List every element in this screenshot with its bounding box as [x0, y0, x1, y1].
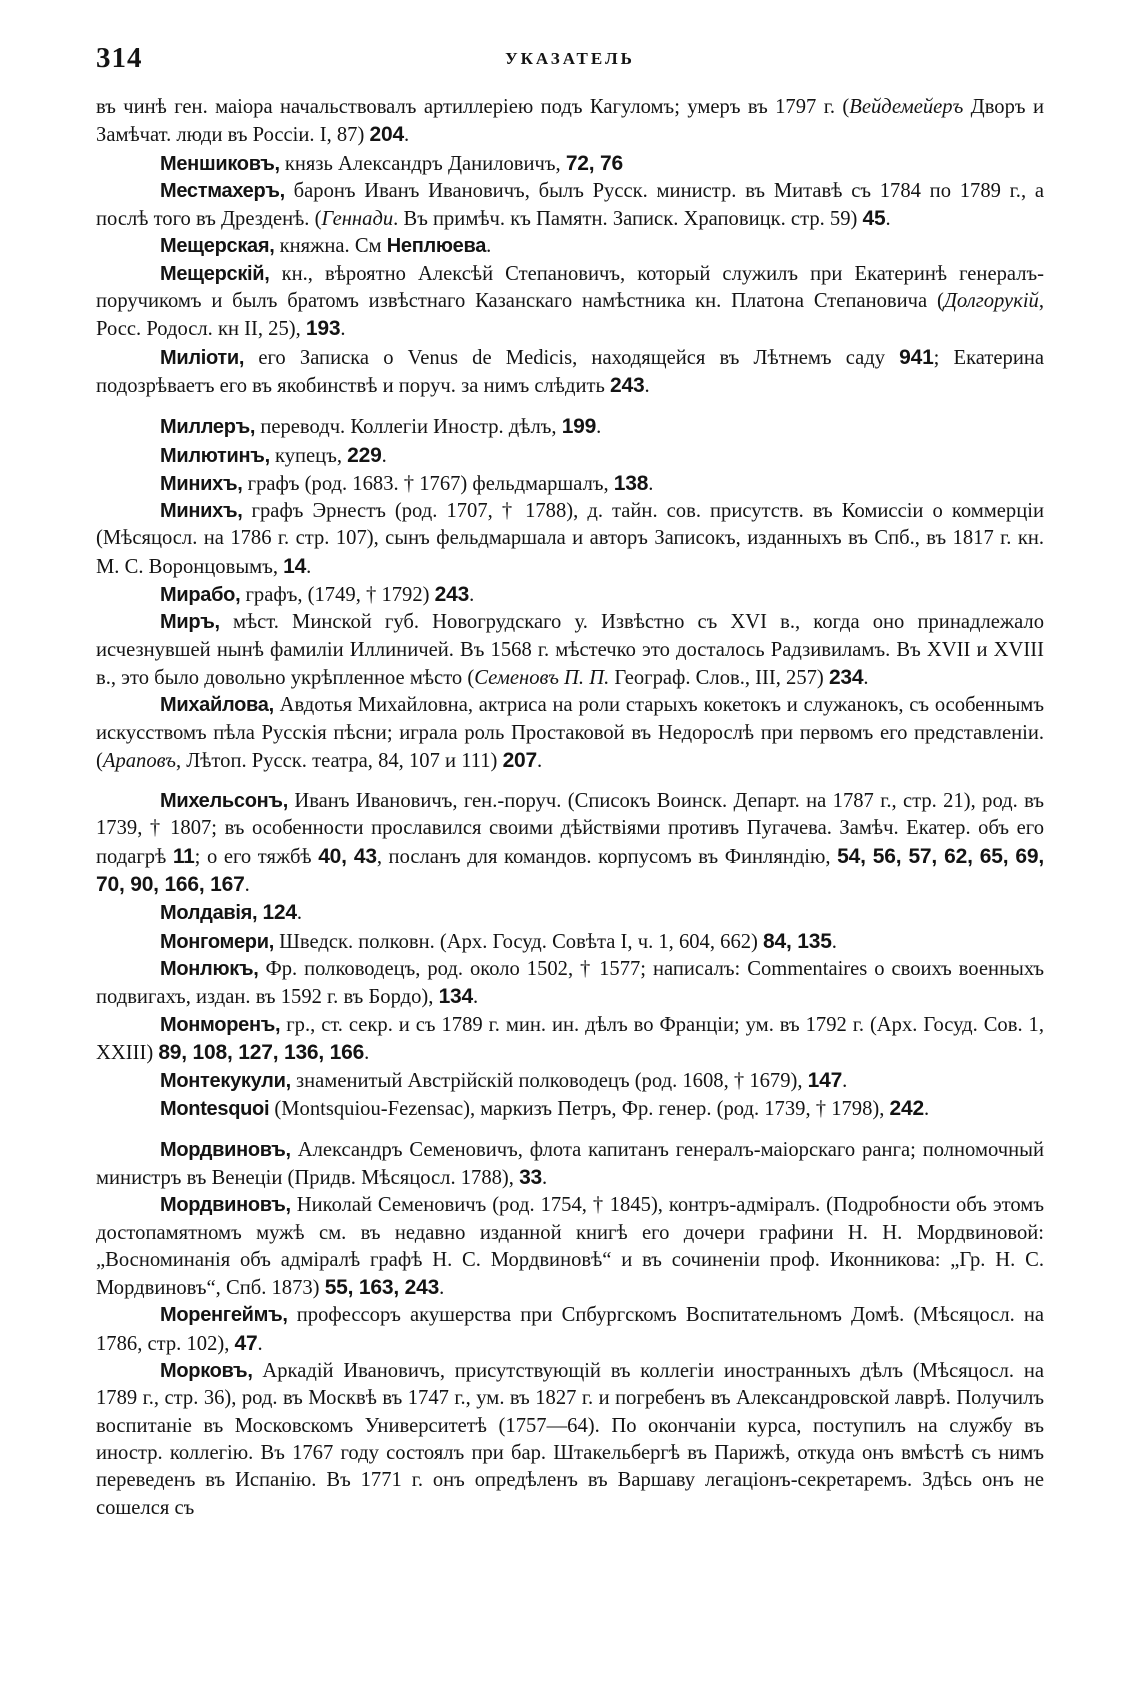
- entry-text: , Росс. Родосл. кн II, 25),: [96, 290, 1044, 341]
- index-entry: [96, 1192, 1044, 1302]
- entry-text: .: [381, 444, 387, 467]
- entry-headword: Мирабо,: [160, 584, 241, 607]
- entry-text: .: [831, 930, 837, 953]
- entry-text: Фр. полководецъ, род. около 1502, † 1577; написалъ: Commentaires о своихъ военныхъ подвигахъ, издан. въ 1592 г. въ Бордо),: [96, 957, 1044, 1009]
- entry-text: профессоръ акушерства при Спбургскомъ Воспитательномъ Домѣ. (Мѣсяцосл. на 1786, стр. 102),: [96, 1304, 1044, 1355]
- index-entry: [96, 261, 1044, 344]
- index-entry: [96, 899, 1044, 927]
- page-reference: 134: [438, 985, 474, 1009]
- entry-headword: Мордвиновъ,: [160, 1138, 291, 1161]
- entry-text: .: [340, 318, 346, 341]
- entry-text: . Въ примѣч. къ Памятн. Записк. Храповицк. стр. 59): [393, 208, 863, 231]
- entry-headword: Михайлова,: [160, 694, 274, 717]
- entry-headword: Молдавія,: [160, 902, 258, 925]
- page-reference: 33: [519, 1165, 543, 1189]
- entry-text: .: [885, 208, 891, 231]
- entry-text: .: [469, 584, 475, 607]
- entry-text: .: [924, 1098, 930, 1121]
- index-entry: [96, 1137, 1044, 1193]
- entry-headword: Монлюкъ,: [160, 957, 259, 980]
- page-reference: 72, 76: [565, 151, 624, 175]
- entry-text: .: [863, 666, 869, 689]
- page-reference: 147: [807, 1069, 843, 1093]
- page-reference: 55, 163, 243: [324, 1276, 440, 1300]
- index-entry: [96, 1095, 1044, 1123]
- source-citation: Вейдемейеръ: [849, 96, 964, 118]
- entry-text: баронъ Иванъ Ивановичъ, былъ Русск. министр. въ Митавѣ съ 1784 по 1789 г., а послѣ того въ Дрезденѣ. (: [96, 179, 1044, 231]
- entry-text: Иванъ Ивановичъ, ген.-поруч. (Списокъ Воинск. Департ. на 1787 г., стр. 21), род. въ 1739, † 1807; въ особенности прославился своими дѣйствіями противъ Пугачева. Замѣч. Екатер. объ его подагрѣ: [96, 790, 1044, 868]
- entry-text: Дворъ и Замѣчат. люди въ Россіи. I, 87): [96, 96, 1044, 147]
- index-entry: [96, 692, 1044, 775]
- entry-headword: Неплюева: [386, 235, 487, 258]
- entry-headword: Монтекукули,: [160, 1070, 291, 1093]
- page-reference: 243: [434, 583, 470, 607]
- index-entry: [96, 498, 1044, 581]
- page-number: 314: [96, 42, 143, 74]
- entry-text: Александръ Семеновичъ, флота капитанъ генералъ-маіорскаго ранга; полномочный министръ въ Венеціи (Придв. Мѣсяцосл. 1788),: [96, 1138, 1044, 1189]
- entry-text: графъ Эрнестъ (род. 1707, † 1788), д. тайн. сов. присутств. въ Комиссіи о коммерціи (Мѣсяцосл. на 1786 г. стр. 107), сынъ фельдмаршала и авторъ Записокъ, изданныхъ въ Спб., въ 1817 г. кн. М. С. Воронцовымъ,: [96, 500, 1044, 578]
- index-entry: [96, 470, 1044, 498]
- page-reference: 199: [561, 415, 597, 439]
- index-entry: [96, 233, 1044, 260]
- index-entry: [96, 956, 1044, 1012]
- entry-headword: Михельсонъ,: [160, 790, 288, 813]
- index-entry: [96, 609, 1044, 692]
- entry-headword: Montesquoi: [160, 1098, 270, 1121]
- running-head: УКАЗАТЕЛЬ: [505, 49, 635, 68]
- entry-text: .: [486, 235, 492, 258]
- index-entry: [96, 178, 1044, 234]
- page-reference: 234: [828, 665, 864, 689]
- index-entry: [96, 442, 1044, 470]
- page-reference: 89, 108, 127, 136, 166: [158, 1040, 365, 1064]
- entry-text: .: [537, 749, 543, 772]
- source-citation: Долгорукій: [943, 290, 1039, 313]
- entry-text: , Лѣтоп. Русск. театра, 84, 107 и 111): [175, 749, 503, 772]
- entry-text: въ чинѣ ген. маіора начальствовалъ артиллеріею подъ Кагуломъ; умеръ въ 1797 г. (: [96, 96, 850, 118]
- entry-text: , посланъ для командов. корпусомъ въ Финляндію,: [376, 845, 838, 868]
- page-reference: 40, 43: [318, 844, 377, 868]
- entry-headword: Миръ,: [160, 611, 220, 634]
- entry-headword: Мещерская,: [160, 235, 275, 258]
- page-reference: 47: [234, 1331, 258, 1355]
- entry-headword: Местмахеръ,: [160, 179, 285, 202]
- page-reference: 941: [899, 345, 934, 369]
- source-citation: Семеновъ П. П.: [474, 666, 610, 689]
- index-entry: [96, 788, 1044, 899]
- page-reference: 242: [889, 1097, 924, 1121]
- entry-text: Шведск. полковн. (Арх. Госуд. Совѣта I, ч. 1, 604, 662): [273, 930, 764, 953]
- entry-text: кн., вѣроятно Алексѣй Степановичъ, который служилъ при Екатеринѣ генералъ-поручикомъ и былъ братомъ извѣстнаго Казанскаго намѣстника кн. Платона Степановича (: [96, 262, 1044, 313]
- entry-headword: Морковъ,: [160, 1360, 253, 1383]
- entry-text: купецъ,: [269, 444, 348, 467]
- entry-text: .: [644, 374, 650, 397]
- entry-text: .: [542, 1166, 548, 1189]
- entry-text: .: [439, 1277, 445, 1300]
- entry-text: графъ, (1749, † 1792): [240, 584, 435, 607]
- entry-text: знаменитый Австрійскій полководецъ (род. 1608, † 1679),: [290, 1070, 808, 1093]
- page-reference: 207: [502, 748, 538, 772]
- page-reference: 54, 56, 57, 62, 65, 69, 70, 90, 166, 167: [96, 844, 1045, 897]
- page-reference: 45: [862, 207, 886, 231]
- entry-text: .: [244, 874, 250, 897]
- entry-headword: Мордвиновъ,: [160, 1194, 291, 1217]
- index-entry: [96, 1302, 1044, 1358]
- index-entry: [96, 928, 1044, 956]
- entry-headword: Миліоти,: [160, 346, 245, 369]
- entry-text: ; о его тяжбѣ: [194, 845, 319, 868]
- entry-text: мѣст. Минской губ. Новогрудскаго у. Извѣстно съ XVI в., когда оно принадлежало исчезнувшей нынѣ фамиліи Иллиничей. Въ 1568 г. мѣстечко это досталось Радзивиламъ. Въ XVII и XVIII в., это было довольно укрѣпленное мѣсто (: [96, 611, 1044, 689]
- entry-headword: Монгомери,: [160, 930, 274, 953]
- entry-text: Географ. Слов., III, 257): [609, 666, 829, 689]
- entry-text: княжна. См: [274, 235, 387, 258]
- entry-text: Аркадій Ивановичъ, присутствующій въ коллегіи иностранныхъ дѣлъ (Мѣсяцосл. на 1789 г., стр. 36), род. въ Москвѣ въ 1747 г., ум. въ 1827 г. и погребенъ въ Александровской лаврѣ. Получилъ воспитаніе въ Московскомъ Университетѣ (1757—64). По окончаніи курса, поступилъ на службу въ иностр. коллегію. Въ 1767 году состоялъ при бар. Штакельбергѣ въ Парижѣ, откуда онъ вмѣстѣ съ нимъ переведенъ въ Испанію. Въ 1771 г. онъ опредѣленъ въ Варшаву легаціонъ-секретаремъ. Здѣсь онъ не сошелся съ: [96, 1360, 1044, 1519]
- entry-text: Николай Семеновичъ (род. 1754, † 1845), контръ-адміралъ. (Подробности объ этомъ достопамятномъ мужѣ см. въ недавно изданной книгѣ его дочери графини Н. Н. Мордвиновой: „Восноминанія объ адміралѣ графѣ Н. С. Мордвиновѣ“ и въ сочиненіи проф. Иконникова: „Гр. Н. С. Мордвиновъ“, Спб. 1873): [96, 1194, 1044, 1300]
- page-reference: 14: [283, 554, 307, 578]
- entry-text: графъ (род. 1683. † 1767) фельдмаршалъ,: [242, 472, 614, 495]
- document-page: [96, 42, 1044, 1682]
- page-reference: 243: [610, 373, 645, 397]
- entry-headword: Минихъ,: [160, 472, 243, 495]
- entry-text: гр., ст. секр. и съ 1789 г. мин. ин. дѣлъ во Франціи; ум. въ 1792 г. (Арх. Госуд. Сов. 1, XXIII): [96, 1013, 1044, 1064]
- entry-text: .: [596, 416, 602, 439]
- page-reference: 193: [305, 317, 341, 341]
- entry-text: .: [257, 1332, 263, 1355]
- page-reference: 204: [369, 123, 404, 147]
- index-entries: [96, 94, 1044, 1522]
- page-reference: 84, 135: [763, 929, 832, 953]
- entry-text: Авдотья Михайловна, актриса на роли старыхъ кокетокъ и служанокъ, съ особеннымъ искусствомъ пѣла Русскія пѣсни; играла роль Простаковой въ Недорослѣ при первомъ его представленіи. (: [96, 694, 1044, 772]
- entry-text: князь Александръ Даниловичъ,: [279, 152, 566, 175]
- entry-text: .: [306, 555, 312, 578]
- entry-text: .: [473, 986, 479, 1009]
- page-reference: 138: [613, 471, 649, 495]
- page-header: [96, 42, 1044, 94]
- index-entry: [96, 94, 1044, 150]
- entry-text: .: [403, 124, 410, 147]
- entry-headword: Монморенъ,: [160, 1013, 281, 1036]
- entry-text: .: [364, 1041, 370, 1064]
- index-entry: [96, 1012, 1044, 1068]
- index-entry: [96, 1067, 1044, 1095]
- entry-headword: Меншиковъ,: [160, 152, 280, 175]
- entry-headword: Миллеръ,: [160, 416, 256, 439]
- index-entry: [96, 150, 1044, 178]
- source-citation: Араповъ: [102, 749, 176, 772]
- entry-text: .: [842, 1070, 848, 1093]
- page-reference: 11: [172, 844, 195, 868]
- entry-headword: Милютинъ,: [160, 444, 270, 467]
- entry-headword: Минихъ,: [160, 500, 243, 523]
- entry-text: переводч. Коллегіи Иностр. дѣлъ,: [255, 416, 562, 439]
- entry-headword: Моренгеймъ,: [160, 1304, 288, 1327]
- entry-text: (Montsquiou-Fezensac), маркизъ Петръ, Фр. генер. (род. 1739, † 1798),: [269, 1098, 890, 1121]
- entry-text: ; Екатерина подозрѣваетъ его въ якобинствѣ и поруч. за нимъ слѣдить: [96, 346, 1045, 397]
- page-reference: 229: [347, 443, 382, 467]
- index-entry: [96, 581, 1044, 609]
- entry-text: его Записка о Venus de Medicis, находящейся въ Лѣтнемъ саду: [244, 346, 900, 369]
- index-entry: [96, 413, 1044, 441]
- index-entry: [96, 344, 1044, 401]
- index-entry: [96, 1358, 1044, 1522]
- source-citation: Геннади: [321, 208, 394, 231]
- entry-text: .: [296, 902, 303, 925]
- entry-text: .: [648, 472, 654, 495]
- page-reference: 124: [262, 901, 297, 925]
- entry-headword: Мещерскій,: [160, 262, 270, 285]
